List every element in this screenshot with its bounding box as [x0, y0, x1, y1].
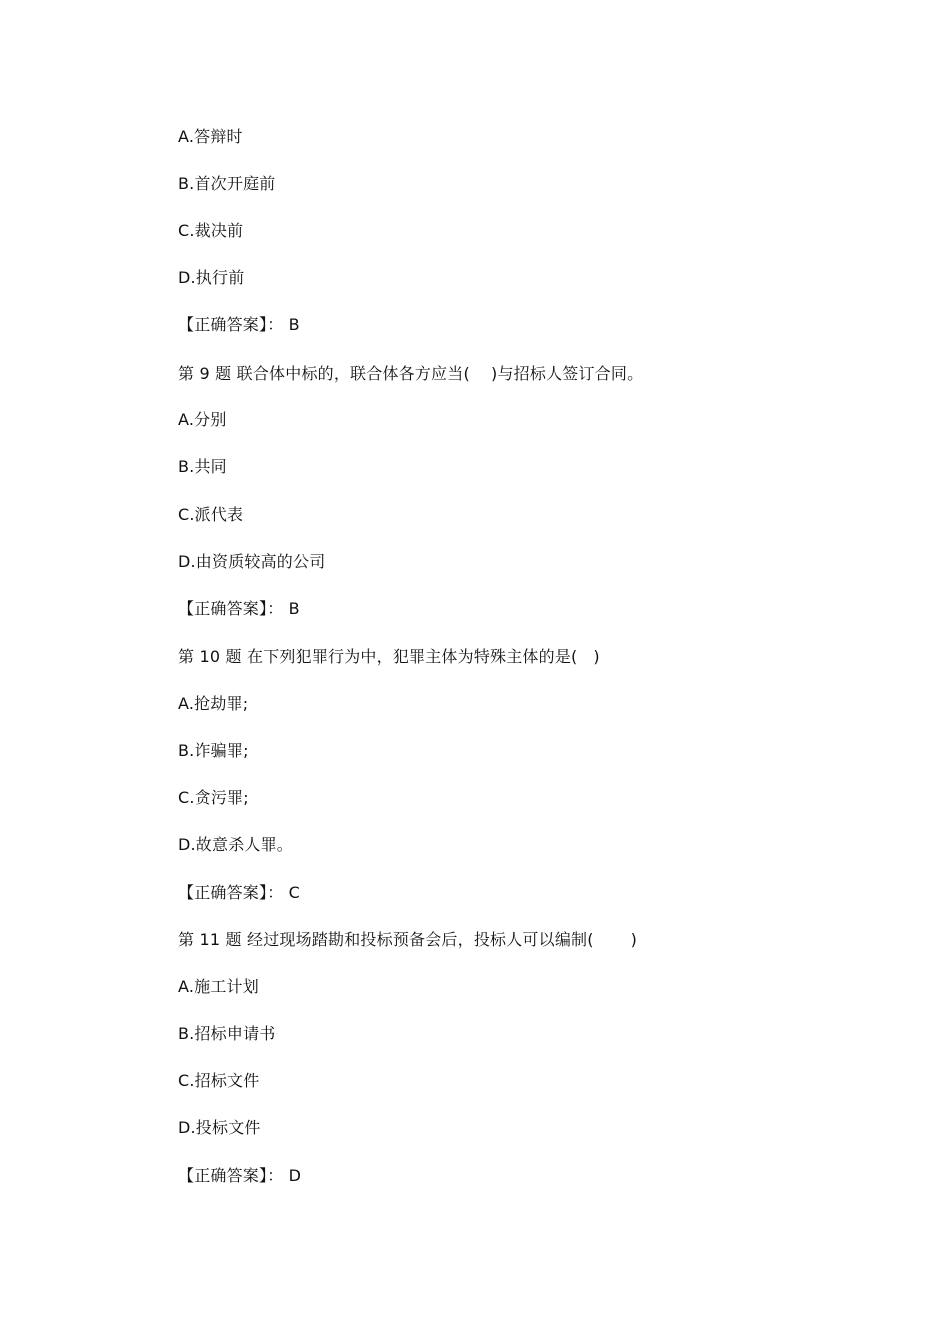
answer-q10: 【正确答案】： C [178, 883, 301, 902]
option-b-q10: B.诈骗罪; [178, 741, 249, 760]
option-c-q9: C.派代表 [178, 505, 244, 524]
option-d-q9: D.由资质较高的公司 [178, 552, 326, 571]
option-a-q10: A.抢劫罪; [178, 694, 249, 713]
option-b-q8: B.首次开庭前 [178, 174, 276, 193]
option-a-q11: A.施工计划 [178, 977, 259, 996]
option-a-q8: A.答辩时 [178, 127, 243, 146]
option-c-q10: C.贪污罪; [178, 788, 249, 807]
answer-q8: 【正确答案】： B [178, 315, 300, 334]
question-10: 第 10 题 在下列犯罪行为中，犯罪主体为特殊主体的是( ) [178, 647, 600, 666]
option-b-q9: B.共同 [178, 457, 227, 476]
question-9: 第 9 题 联合体中标的，联合体各方应当( )与招标人签订合同。 [178, 364, 644, 383]
option-d-q8: D.执行前 [178, 268, 245, 287]
option-b-q11: B.招标申请书 [178, 1024, 276, 1043]
option-d-q11: D.投标文件 [178, 1118, 261, 1137]
option-c-q11: C.招标文件 [178, 1071, 260, 1090]
option-c-q8: C.裁决前 [178, 221, 244, 240]
option-d-q10: D.故意杀人罪。 [178, 835, 294, 854]
answer-q11: 【正确答案】： D [178, 1166, 302, 1185]
answer-q9: 【正确答案】： B [178, 599, 300, 618]
option-a-q9: A.分别 [178, 410, 227, 429]
question-11: 第 11 题 经过现场踏勘和投标预备会后，投标人可以编制( ) [178, 930, 638, 949]
